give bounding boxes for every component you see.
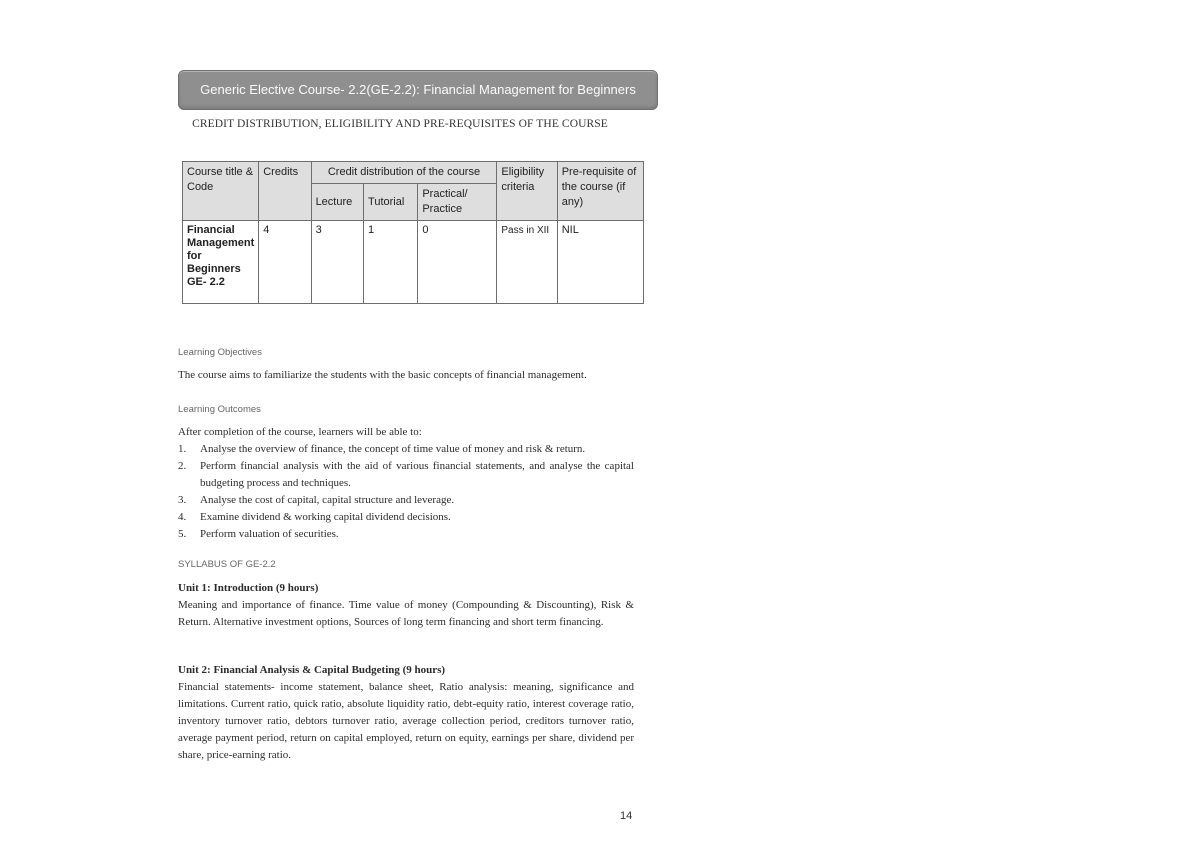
unit-1-title: Unit 1: Introduction (9 hours) bbox=[178, 582, 319, 594]
unit-1-text: Meaning and importance of finance. Time value of money (Compounding & Discounting), Risk & Return. Alternative investment options, Sources of long term financing and short term financing. bbox=[178, 599, 634, 628]
outcomes-intro: After completion of the course, learners will be able to: bbox=[178, 426, 422, 438]
learning-objectives-heading: Learning Objectives bbox=[178, 347, 262, 358]
cell-credits: 4 bbox=[259, 221, 311, 304]
course-title-banner: Generic Elective Course- 2.2(GE-2.2): Financial Management for Beginners bbox=[178, 70, 658, 110]
header-course-title: Course title & Code bbox=[183, 162, 259, 221]
objectives-paragraph: The course aims to familiarize the students with the basic concepts of financial management. bbox=[178, 369, 587, 381]
list-text: Perform valuation of securities. bbox=[200, 528, 339, 540]
list-item bbox=[178, 441, 634, 458]
learning-objectives-text bbox=[178, 367, 634, 384]
list-item bbox=[178, 526, 634, 543]
list-text: Analyse the overview of finance, the concept of time value of money and risk & return. bbox=[200, 443, 586, 455]
page-number: 14 bbox=[620, 810, 633, 822]
learning-outcomes-heading: Learning Outcomes bbox=[178, 404, 261, 415]
list-number: 1. bbox=[178, 443, 187, 455]
unit-2-text: Financial statements- income statement, balance sheet, Ratio analysis: meaning, significance and limitations. Current ratio, quick ratio, absolute liquidity ratio, debt-equity ratio, interest coverage ratio, inventory turnover ratio, debtors turnover ratio, average collection period, creditors turnover ratio, average payment period, return on capital employed, return on equity, earnings per share, dividend per share, price-earning ratio. bbox=[178, 681, 634, 761]
list-number: 4. bbox=[178, 511, 187, 523]
cell-tutorial: 1 bbox=[364, 221, 418, 304]
credit-distribution-heading: CREDIT DISTRIBUTION, ELIGIBILITY AND PRE-REQUISITES OF THE COURSE bbox=[192, 118, 608, 130]
list-number: 5. bbox=[178, 528, 187, 540]
unit-2 bbox=[178, 662, 634, 764]
list-item bbox=[178, 509, 634, 526]
learning-outcomes bbox=[178, 424, 634, 543]
outcomes-list bbox=[178, 441, 634, 543]
table-header-row bbox=[183, 162, 644, 184]
syllabus-heading: SYLLABUS OF GE-2.2 bbox=[178, 559, 276, 570]
table-row bbox=[183, 221, 644, 304]
list-text: Perform financial analysis with the aid of various financial statements, and analyse the capital budgeting process and techniques. bbox=[200, 460, 634, 489]
list-number: 3. bbox=[178, 494, 187, 506]
list-item bbox=[178, 492, 634, 509]
cell-eligibility: Pass in XII bbox=[497, 221, 557, 304]
header-eligibility: Eligibility criteria bbox=[497, 162, 557, 221]
list-number: 2. bbox=[178, 460, 187, 472]
header-lecture: Lecture bbox=[311, 184, 363, 221]
cell-course-title: Financial Management for Beginners GE- 2.2 bbox=[183, 221, 259, 304]
list-text: Examine dividend & working capital dividend decisions. bbox=[200, 511, 451, 523]
unit-2-title: Unit 2: Financial Analysis & Capital Budgeting (9 hours) bbox=[178, 664, 446, 676]
header-credit-distribution: Credit distribution of the course bbox=[311, 162, 497, 184]
credit-distribution-table bbox=[182, 161, 644, 304]
header-credits: Credits bbox=[259, 162, 311, 221]
header-practical: Practical/ Practice bbox=[418, 184, 497, 221]
cell-practical: 0 bbox=[418, 221, 497, 304]
header-tutorial: Tutorial bbox=[364, 184, 418, 221]
header-prerequisite: Pre-requisite of the course (if any) bbox=[557, 162, 643, 221]
list-item bbox=[178, 458, 634, 492]
cell-lecture: 3 bbox=[311, 221, 363, 304]
cell-prerequisite: NIL bbox=[557, 221, 643, 304]
list-text: Analyse the cost of capital, capital structure and leverage. bbox=[200, 494, 455, 506]
unit-1 bbox=[178, 580, 634, 631]
